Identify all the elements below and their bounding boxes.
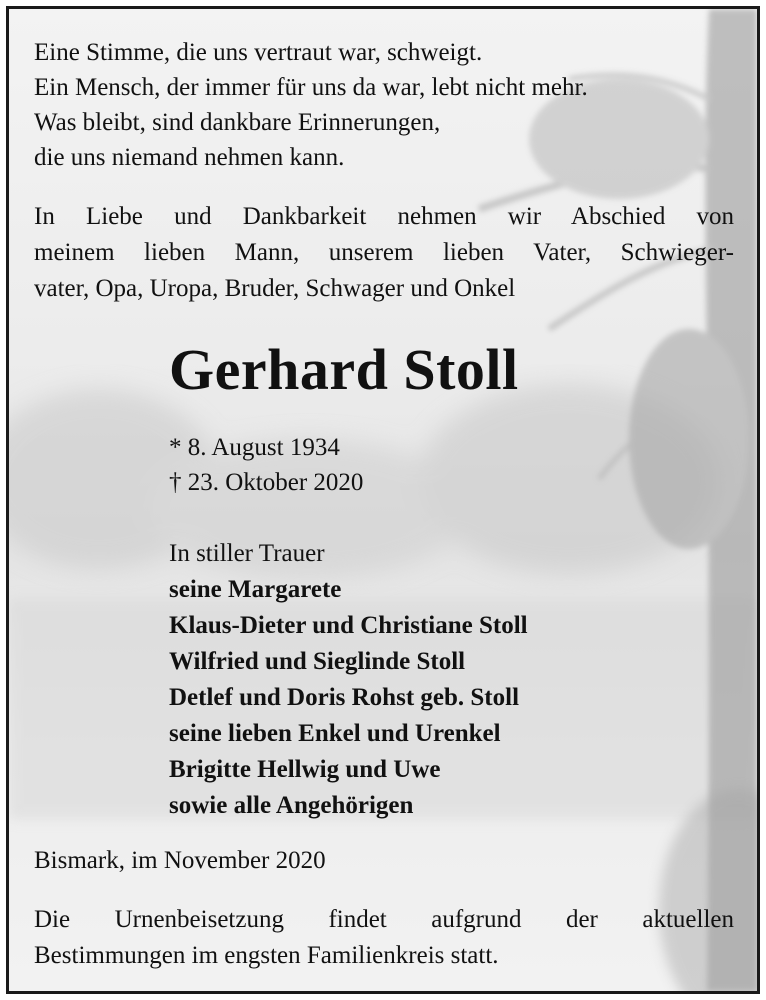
mourner-name: seine lieben Enkel und Urenkel	[169, 720, 501, 747]
mourner-name: seine Margarete	[169, 576, 342, 603]
mourner-name: Brigitte Hellwig und Uwe	[169, 756, 441, 783]
birth-date: * 8. August 1934	[169, 434, 340, 461]
intro-paragraph	[34, 199, 734, 307]
deceased-name: Gerhard Stoll	[169, 337, 519, 402]
mourner-name: Wilfried und Sieglinde Stoll	[169, 648, 466, 675]
life-dates	[169, 430, 363, 500]
note-line: Die Urnenbeisetzung findet aufgrund der aktuellen	[34, 906, 734, 933]
intro-line: vater, Opa, Uropa, Bruder, Schwager und Onkel	[34, 275, 516, 302]
burial-note	[34, 902, 734, 974]
poem	[34, 35, 588, 175]
poem-line: die uns niemand nehmen kann.	[34, 144, 345, 171]
mourner-name: Klaus-Dieter und Christiane Stoll	[169, 612, 528, 639]
mourners-list	[169, 536, 528, 824]
note-line: Bestimmungen im engsten Familienkreis statt.	[34, 942, 499, 969]
death-date: † 23. Oktober 2020	[169, 469, 364, 496]
poem-line: Was bleibt, sind dankbare Erinnerungen,	[34, 109, 441, 136]
intro-line: In Liebe und Dankbarkeit nehmen wir Abschied von	[34, 203, 734, 230]
mourners-heading: In stiller Trauer	[169, 540, 325, 567]
mourner-name: Detlef und Doris Rohst geb. Stoll	[169, 684, 520, 711]
obituary-frame	[6, 6, 760, 994]
obituary-content	[9, 9, 757, 991]
poem-line: Ein Mensch, der immer für uns da war, lebt nicht mehr.	[34, 74, 588, 101]
place-and-date: Bismark, im November 2020	[34, 847, 326, 874]
poem-line: Eine Stimme, die uns vertraut war, schweigt.	[34, 39, 483, 66]
mourner-name: sowie alle Angehörigen	[169, 792, 414, 819]
intro-line: meinem lieben Mann, unserem lieben Vater, Schwieger-	[34, 239, 734, 266]
